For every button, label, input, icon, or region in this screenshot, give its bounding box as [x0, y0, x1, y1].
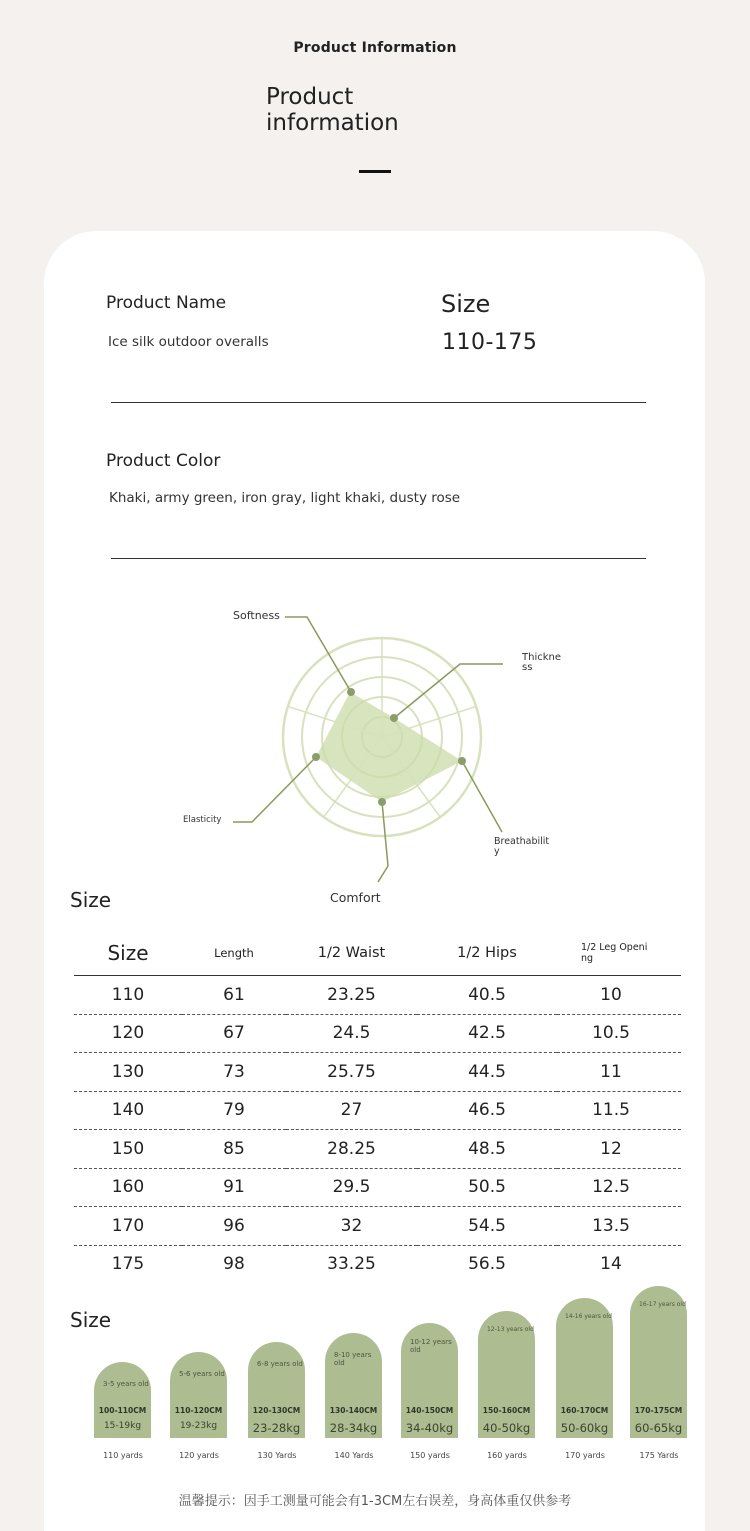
- pillar-height-range: 130-140CM: [329, 1405, 378, 1415]
- pillar-height-range: 140-150CM: [405, 1405, 454, 1415]
- table-cell: 54.5: [417, 1207, 557, 1246]
- table-cell: 56.5: [468, 1254, 506, 1275]
- product-name-label: Product Name: [106, 293, 227, 313]
- page-title: Product information: [266, 84, 399, 136]
- radar-label-elasticity: Elasticity: [183, 815, 222, 825]
- table-cell: 11.5: [557, 1091, 681, 1130]
- radar-label-thickness: Thickne ss: [522, 652, 562, 673]
- size-pillar: [170, 1352, 227, 1438]
- product-color-label: Product Color: [106, 451, 221, 471]
- column-header-size: Size: [74, 930, 182, 976]
- pillar-height-range: 120-130CM: [252, 1405, 301, 1415]
- table-cell: 12: [557, 1130, 681, 1169]
- table-cell: 73: [182, 1053, 286, 1092]
- table-cell: 10.5: [557, 1014, 681, 1053]
- radar-label-breathability: Breathabilit y: [494, 836, 550, 857]
- pillar-age: 8-10 years old: [334, 1350, 372, 1367]
- pillar-age: 5-6 years old: [179, 1370, 225, 1379]
- table-cell: 24.5: [286, 1014, 417, 1053]
- pillar-height-range: 150-160CM: [482, 1405, 531, 1415]
- table-cell: 98: [223, 1254, 245, 1275]
- header-top-label: Product Information: [293, 40, 457, 56]
- radar-label-comfort: Comfort: [330, 890, 381, 905]
- table-cell: 170: [74, 1207, 182, 1246]
- table-cell: 110: [74, 976, 182, 1015]
- column-header-length: Length: [182, 930, 286, 976]
- size-pillar: [630, 1286, 687, 1438]
- table-cell: 160: [74, 1168, 182, 1207]
- table-cell: 23.25: [286, 976, 417, 1015]
- table-cell: 27: [286, 1091, 417, 1130]
- size-label: Size: [441, 290, 491, 318]
- pillar-weight: 50-60kg: [560, 1420, 609, 1435]
- size-value: 110-175: [442, 330, 538, 355]
- table-cell: 32: [286, 1207, 417, 1246]
- pillar-age: 3-5 years old: [103, 1380, 149, 1388]
- pillar-height-range: 110-120CM: [174, 1405, 223, 1415]
- pillar-age: 6-8 years old: [257, 1360, 303, 1369]
- radar-label-softness: Softness: [233, 609, 280, 622]
- size-pillar: [478, 1311, 535, 1438]
- table-cell: 44.5: [417, 1053, 557, 1092]
- table-cell: 46.5: [417, 1091, 557, 1130]
- pillar-yards-label: 140 Yards: [334, 1451, 374, 1460]
- table-cell: 85: [182, 1130, 286, 1169]
- pillar-weight: 60-65kg: [634, 1421, 683, 1435]
- table-cell: 11: [557, 1053, 681, 1092]
- table-cell: 25.75: [286, 1053, 417, 1092]
- pillar-yards-label: 110 yards: [103, 1451, 143, 1460]
- pillar-weight: 15-19kg: [103, 1421, 142, 1431]
- pillar-yards-label: 150 yards: [410, 1451, 450, 1460]
- pillar-age: 14-16 years old: [565, 1313, 612, 1321]
- table-cell: 40.5: [417, 976, 557, 1015]
- pillar-height-range: 160-170CM: [560, 1405, 609, 1415]
- size-pillar: [248, 1342, 305, 1438]
- size-pillar: [325, 1333, 382, 1438]
- product-name-value: Ice silk outdoor overalls: [108, 334, 269, 350]
- table-cell: 12.5: [557, 1168, 681, 1207]
- table-cell: 50.5: [417, 1168, 557, 1207]
- pillar-yards-label: 160 yards: [487, 1451, 527, 1460]
- table-cell: 130: [74, 1053, 182, 1092]
- size-chart-title: Size: [70, 1308, 112, 1332]
- size-table-title: Size: [70, 888, 112, 912]
- pillar-height-range: 170-175CM: [634, 1406, 683, 1415]
- product-color-value: Khaki, army green, iron gray, light khaki, dusty rose: [109, 490, 461, 506]
- table-cell: 29.5: [286, 1168, 417, 1207]
- size-pillar: [556, 1298, 613, 1438]
- pillar-age: 16-17 years old: [639, 1301, 686, 1308]
- pillar-height-range: 100-110CM: [98, 1406, 147, 1415]
- pillar-weight: 23-28kg: [252, 1420, 301, 1435]
- pillar-age: 12-13 years old: [487, 1325, 534, 1333]
- table-cell: 10: [557, 976, 681, 1015]
- footer-note: 温馨提示：因手工测量可能会有1-3CM左右误差，身高体重仅供参考: [178, 1494, 572, 1509]
- table-cell: 140: [74, 1091, 182, 1130]
- table-cell: 33.25: [327, 1254, 376, 1275]
- size-pillar: [94, 1362, 151, 1438]
- table-cell: 42.5: [417, 1014, 557, 1053]
- column-header-waist: 1/2 Waist: [286, 930, 417, 976]
- column-header-hips: 1/2 Hips: [417, 930, 557, 976]
- table-cell: 48.5: [417, 1130, 557, 1169]
- table-cell: 61: [182, 976, 286, 1015]
- pillar-weight: 40-50kg: [482, 1420, 531, 1435]
- table-cell: 67: [182, 1014, 286, 1053]
- pillar-weight: 19-23kg: [179, 1420, 218, 1431]
- table-cell: 175: [111, 1254, 145, 1275]
- table-cell: 96: [182, 1207, 286, 1246]
- table-cell: 150: [74, 1130, 182, 1169]
- pillar-yards-label: 175 Yards: [639, 1451, 679, 1460]
- table-cell: 14: [600, 1254, 622, 1275]
- pillar-weight: 28-34kg: [329, 1420, 378, 1435]
- column-header-leg-opening: 1/2 Leg Openi ng: [557, 930, 681, 976]
- size-pillar: [401, 1323, 458, 1438]
- pillar-yards-label: 170 yards: [565, 1451, 605, 1460]
- table-cell: 28.25: [286, 1130, 417, 1169]
- pillar-yards-label: 120 yards: [179, 1451, 219, 1460]
- pillar-weight: 34-40kg: [405, 1420, 454, 1435]
- table-cell: 13.5: [557, 1207, 681, 1246]
- pillar-age: 10-12 years old: [410, 1337, 452, 1354]
- table-cell: 79: [182, 1091, 286, 1130]
- table-cell: 120: [74, 1014, 182, 1053]
- pillar-yards-label: 130 Yards: [257, 1451, 297, 1460]
- table-cell: 91: [182, 1168, 286, 1207]
